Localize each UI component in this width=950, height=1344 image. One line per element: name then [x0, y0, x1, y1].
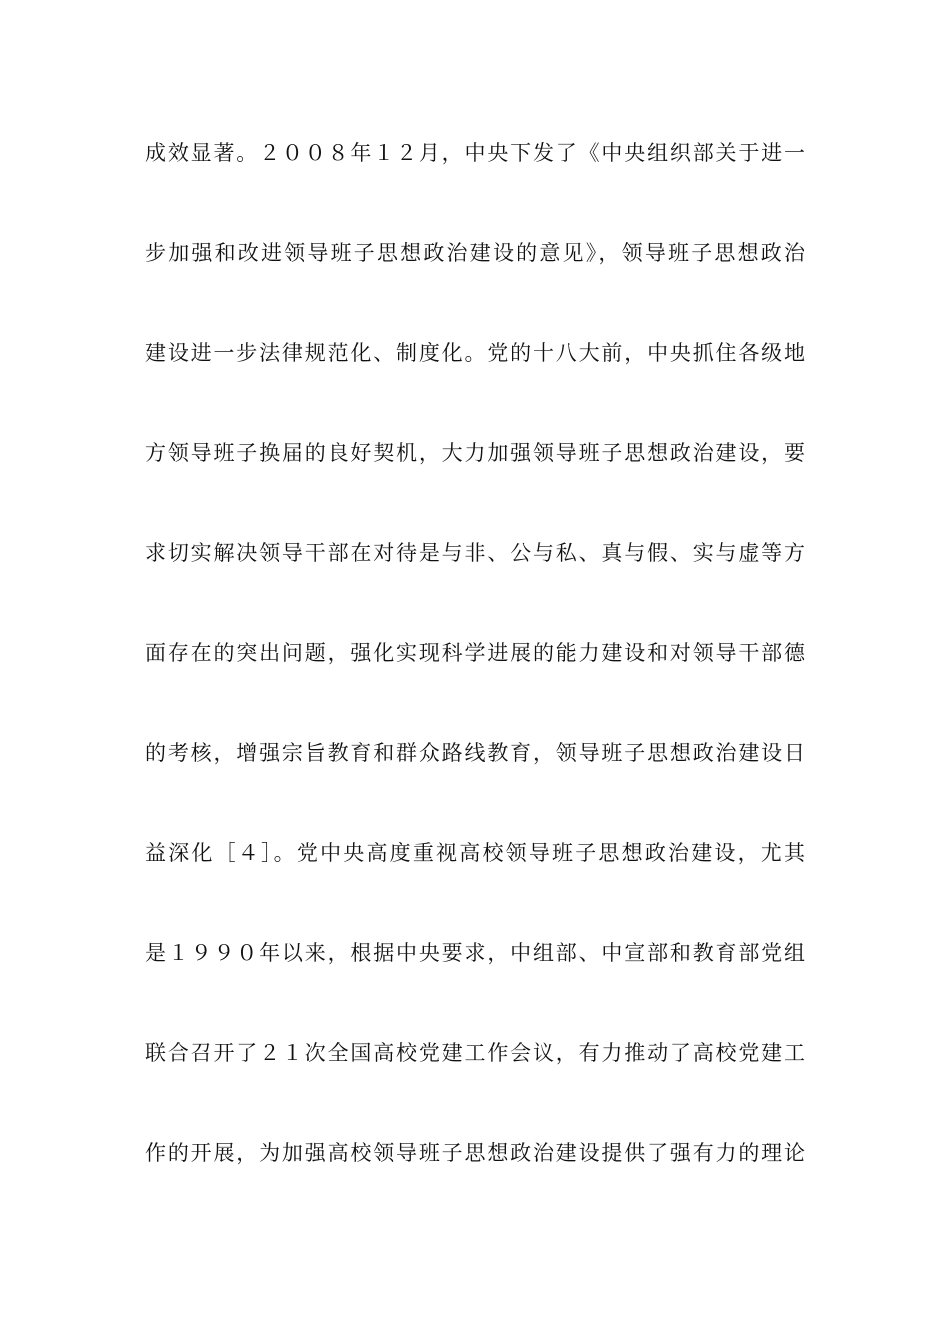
text-line-3: 建设进一步法律规范化、制度化。党的十八大前，中央抓住各级地 [145, 341, 805, 365]
text-line-2: 步加强和改进领导班子思想政治建设的意见》，领导班子思想政治 [145, 241, 805, 265]
text-line-8: 益深化［４］。党中央高度重视高校领导班子思想政治建设，尤其 [145, 841, 805, 865]
body-text [145, 128, 810, 1228]
text-line-1: 成效显著。２００８年１２月，中央下发了《中央组织部关于进一 [145, 141, 805, 165]
text-line-6: 面存在的突出问题，强化实现科学进展的能力建设和对领导干部德 [145, 641, 805, 665]
text-line-11: 作的开展，为加强高校领导班子思想政治建设提供了强有力的理论 [145, 1141, 805, 1165]
text-line-5: 求切实解决领导干部在对待是与非、公与私、真与假、实与虚等方 [145, 541, 805, 565]
text-line-9: 是１９９０年以来，根据中央要求，中组部、中宣部和教育部党组 [145, 941, 805, 965]
text-line-10: 联合召开了２１次全国高校党建工作会议，有力推动了高校党建工 [145, 1041, 805, 1065]
text-line-4: 方领导班子换届的良好契机，大力加强领导班子思想政治建设，要 [145, 441, 805, 465]
text-line-7: 的考核，增强宗旨教育和群众路线教育，领导班子思想政治建设日 [145, 741, 805, 765]
